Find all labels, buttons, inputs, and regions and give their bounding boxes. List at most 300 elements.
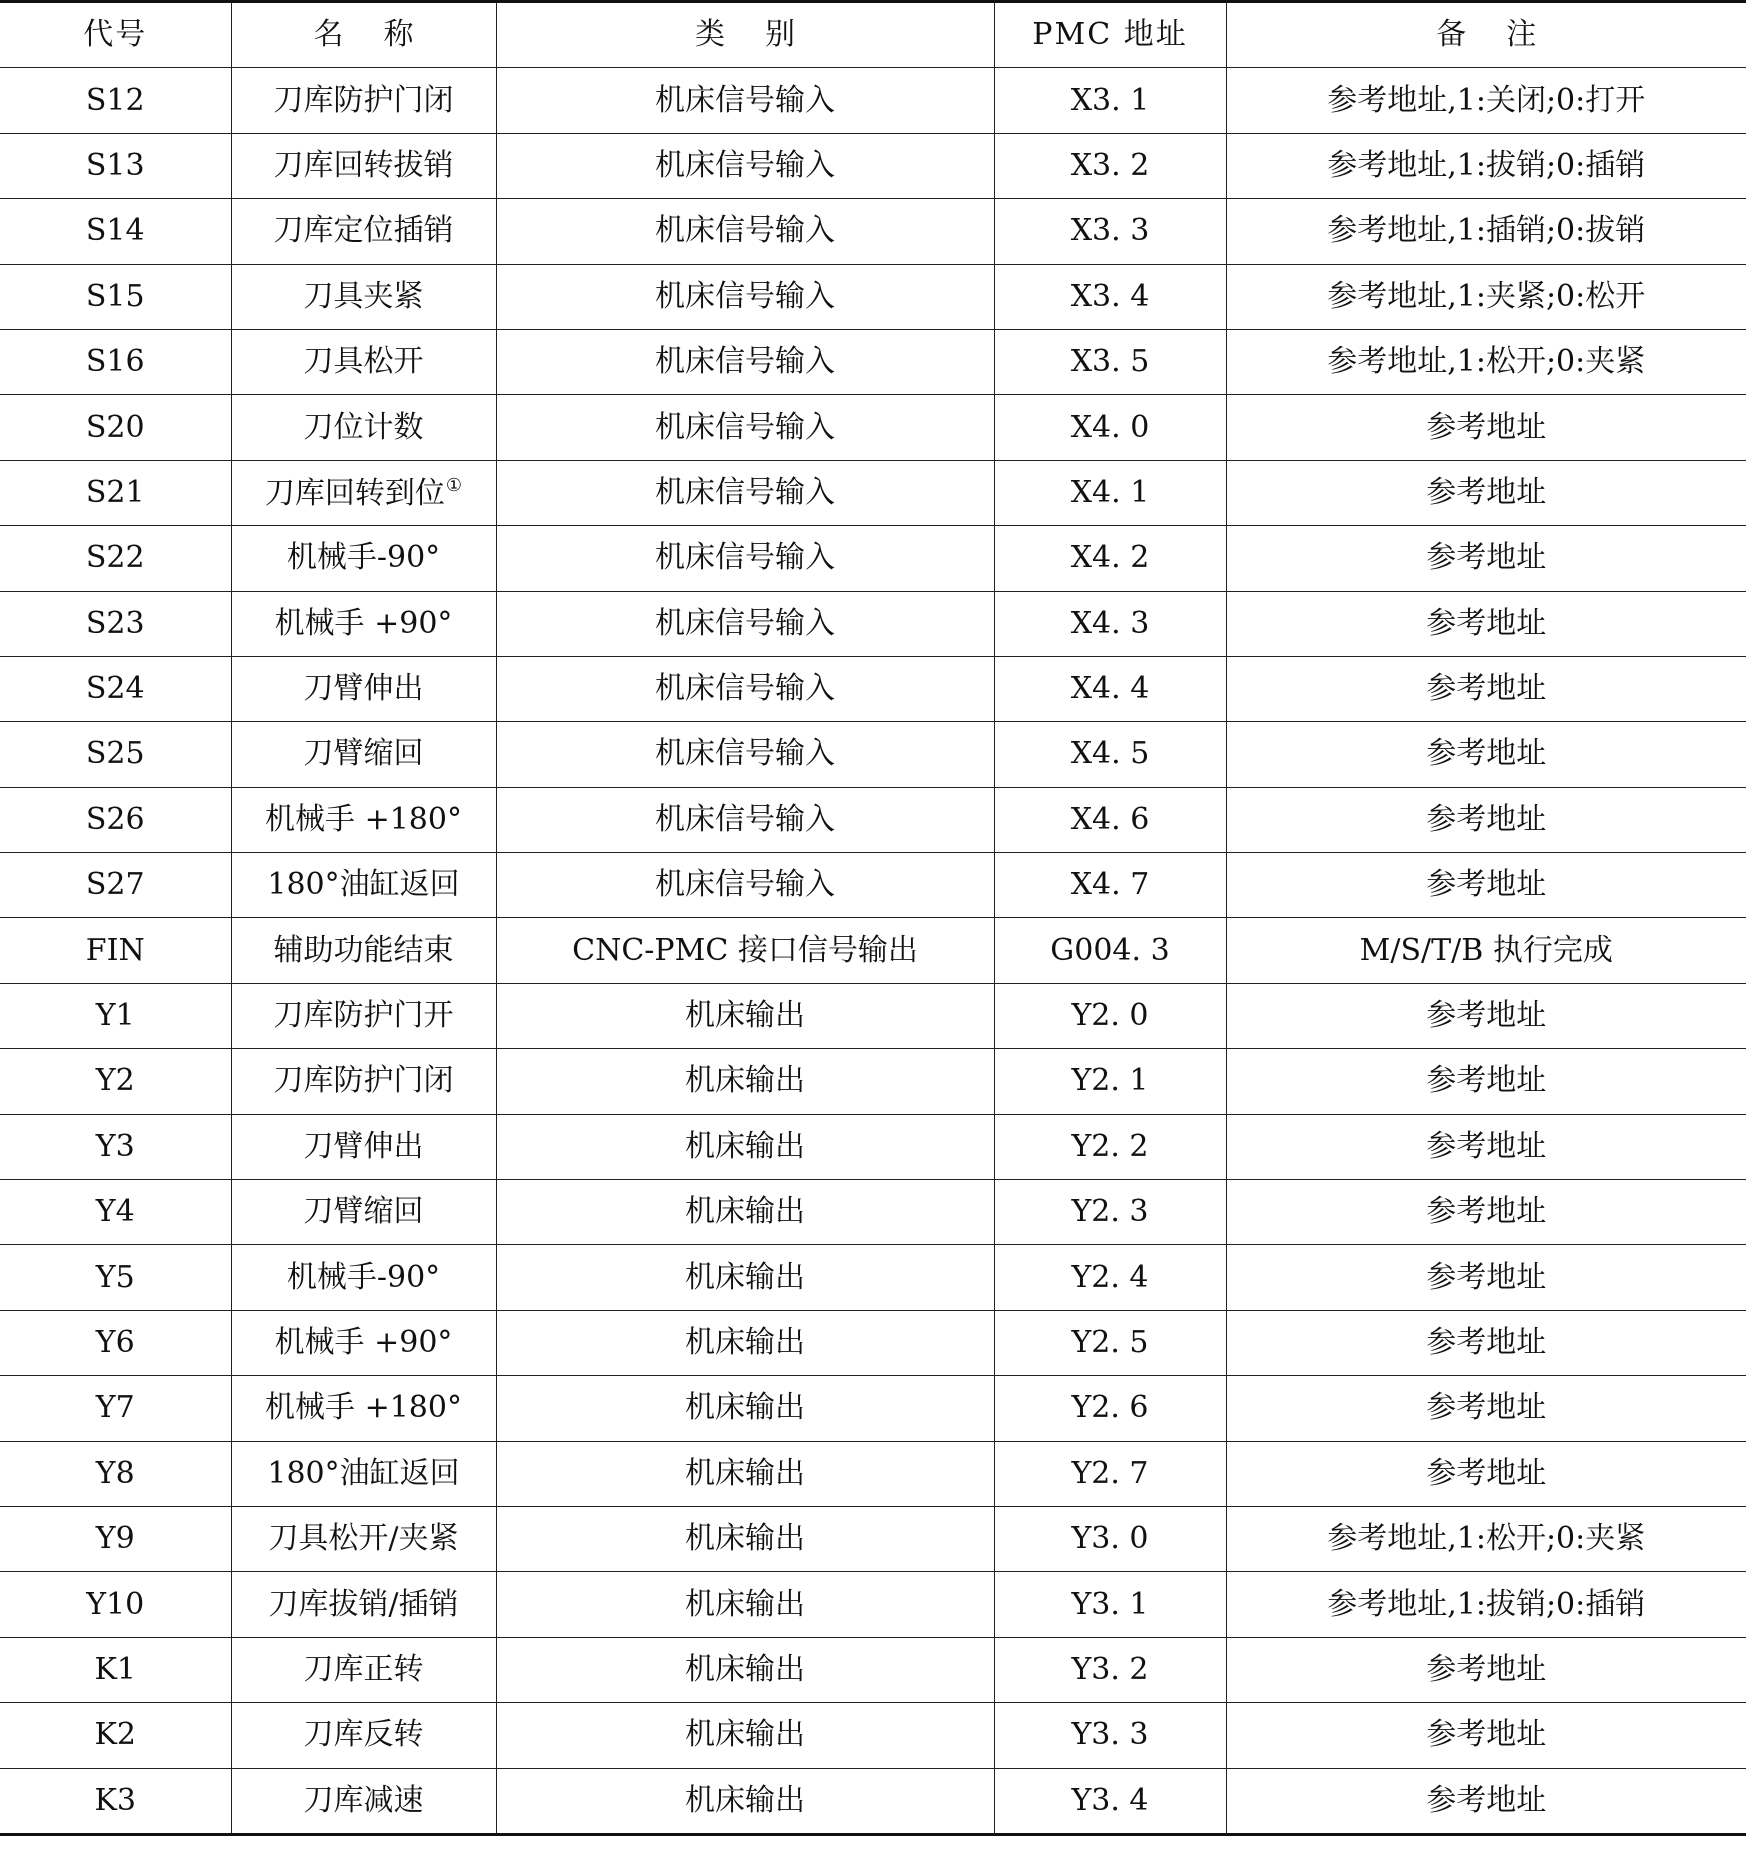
cell-code-text: S15 <box>85 278 145 314</box>
cell-pmc-address <box>994 1376 1226 1441</box>
table-row <box>0 526 1746 591</box>
cell-name-text: 刀库防护门闭 <box>273 1063 454 1099</box>
cell-code-text: S23 <box>85 605 145 641</box>
cell-name <box>231 1245 496 1310</box>
cell-pmc-address-text: Y2. 2 <box>1071 1128 1149 1164</box>
cell-type-text: 机床输出 <box>685 1390 805 1426</box>
cell-pmc-address <box>994 1768 1226 1834</box>
cell-name-text: 刀库防护门开 <box>273 998 454 1034</box>
cell-code <box>0 1376 231 1441</box>
cell-code-text: S27 <box>85 867 145 903</box>
cell-type-text: 机床信号输入 <box>655 801 835 837</box>
table-row <box>0 1180 1746 1245</box>
cell-type-text: 机床输出 <box>685 1455 805 1491</box>
cell-name <box>231 199 496 264</box>
table-row <box>0 722 1746 787</box>
table-row <box>0 68 1746 133</box>
cell-name-text: 辅助功能结束 <box>273 932 454 968</box>
cell-name-text: 180°油缸返回 <box>267 867 460 903</box>
table-body <box>0 68 1746 1835</box>
cell-code <box>0 787 231 852</box>
cell-name <box>231 787 496 852</box>
cell-type <box>496 1114 994 1179</box>
cell-type-text: 机床输出 <box>685 1259 805 1295</box>
cell-code-text: Y9 <box>95 1521 135 1557</box>
cell-note <box>1226 1637 1746 1702</box>
cell-type-text: 机床信号输入 <box>655 540 835 576</box>
cell-code <box>0 853 231 918</box>
cell-note <box>1226 722 1746 787</box>
cell-pmc-address <box>994 199 1226 264</box>
cell-type <box>496 918 994 983</box>
cell-pmc-address-text: X4. 4 <box>1070 671 1150 707</box>
cell-type <box>496 395 994 460</box>
cell-name <box>231 656 496 721</box>
cell-code-text: S25 <box>85 736 145 772</box>
cell-name-text: 刀臂伸出 <box>303 671 424 707</box>
cell-note-text: 参考地址,1:插销;0:拔销 <box>1327 213 1646 249</box>
cell-name <box>231 1310 496 1375</box>
cell-pmc-address <box>994 787 1226 852</box>
cell-pmc-address <box>994 1572 1226 1637</box>
cell-pmc-address-text: Y3. 2 <box>1071 1651 1149 1687</box>
cell-type <box>496 1703 994 1768</box>
cell-note-text: 参考地址,1:拔销;0:插销 <box>1327 147 1646 183</box>
cell-type <box>496 1376 994 1441</box>
cell-pmc-address <box>994 1049 1226 1114</box>
cell-name <box>231 918 496 983</box>
cell-code-text: FIN <box>85 932 145 968</box>
table-row <box>0 1376 1746 1441</box>
cell-name-text: 刀库回转拔销 <box>273 147 454 183</box>
cell-name-text: 机械手 +90° <box>274 605 453 641</box>
cell-type <box>496 1637 994 1702</box>
cell-code-text: Y2 <box>95 1063 135 1099</box>
cell-pmc-address <box>994 329 1226 394</box>
table-row <box>0 983 1746 1048</box>
cell-pmc-address <box>994 1180 1226 1245</box>
cell-pmc-address-text: X3. 5 <box>1070 344 1150 380</box>
cell-type <box>496 68 994 133</box>
table-row <box>0 1310 1746 1375</box>
cell-note-text: 参考地址 <box>1426 1194 1547 1230</box>
cell-name-text: 刀库回转到位 <box>264 475 445 511</box>
cell-name <box>231 1637 496 1702</box>
table-row <box>0 853 1746 918</box>
cell-note <box>1226 1180 1746 1245</box>
cell-type <box>496 787 994 852</box>
cell-type-text: 机床输出 <box>685 1782 805 1818</box>
cell-pmc-address <box>994 983 1226 1048</box>
cell-name-text: 机械手 +90° <box>274 1325 453 1360</box>
header-row <box>0 2 1746 68</box>
cell-pmc-address-text: X3. 3 <box>1070 213 1150 249</box>
cell-type-text: 机床输出 <box>685 1586 805 1622</box>
cell-type-text: 机床输出 <box>685 1651 805 1687</box>
cell-note-text: 参考地址 <box>1426 736 1547 772</box>
cell-pmc-address-text: X4. 2 <box>1070 540 1150 576</box>
cell-pmc-address-text: Y2. 0 <box>1071 998 1149 1034</box>
cell-note <box>1226 656 1746 721</box>
cell-code-text: S16 <box>85 344 145 380</box>
cell-pmc-address-text: G004. 3 <box>1050 932 1170 968</box>
cell-pmc-address-text: Y2. 3 <box>1071 1194 1149 1230</box>
cell-note-text: 参考地址 <box>1426 409 1547 445</box>
cell-pmc-address <box>994 853 1226 918</box>
header-type: 类别 <box>496 2 994 68</box>
cell-note-text: 参考地址 <box>1426 1259 1547 1295</box>
cell-note-text: 参考地址,1:松开;0:夹紧 <box>1327 344 1646 380</box>
cell-type <box>496 1441 994 1506</box>
cell-code-text: Y3 <box>95 1128 135 1164</box>
cell-name <box>231 853 496 918</box>
cell-note-text: 参考地址 <box>1426 671 1547 707</box>
cell-name-text: 刀库定位插销 <box>273 213 454 249</box>
cell-pmc-address <box>994 264 1226 329</box>
cell-type-text: 机床信号输入 <box>655 605 835 641</box>
cell-note-text: 参考地址 <box>1426 1717 1547 1753</box>
cell-type-text: 机床输出 <box>685 1194 805 1230</box>
cell-type-text: 机床输出 <box>685 1521 805 1557</box>
cell-name-text: 刀库反转 <box>303 1717 424 1753</box>
cell-type <box>496 1310 994 1375</box>
cell-note <box>1226 787 1746 852</box>
cell-note <box>1226 1310 1746 1375</box>
cell-name <box>231 983 496 1048</box>
cell-code-text: S24 <box>85 671 145 707</box>
cell-code-text: Y8 <box>95 1455 135 1491</box>
cell-note-text: 参考地址 <box>1426 1325 1547 1360</box>
cell-code <box>0 1310 231 1375</box>
cell-pmc-address-text: X4. 0 <box>1070 409 1150 445</box>
cell-type <box>496 1049 994 1114</box>
cell-pmc-address-text: X3. 4 <box>1070 278 1150 314</box>
cell-name-text: 机械手 +180° <box>265 801 462 837</box>
cell-note <box>1226 853 1746 918</box>
cell-note <box>1226 918 1746 983</box>
cell-name-text: 刀臂缩回 <box>303 736 424 772</box>
cell-name-text: 刀库拔销/插销 <box>268 1586 459 1622</box>
cell-type-text: 机床信号输入 <box>655 344 835 380</box>
cell-type <box>496 1768 994 1834</box>
cell-code <box>0 460 231 525</box>
cell-note <box>1226 1572 1746 1637</box>
cell-pmc-address <box>994 460 1226 525</box>
table-row <box>0 1637 1746 1702</box>
cell-pmc-address-text: X3. 2 <box>1070 147 1150 183</box>
cell-type <box>496 656 994 721</box>
cell-note-text: 参考地址 <box>1426 1128 1547 1164</box>
cell-note <box>1226 1703 1746 1768</box>
cell-name-text: 刀库防护门闭 <box>273 82 454 118</box>
cell-pmc-address-text: Y2. 5 <box>1071 1325 1149 1360</box>
table-row <box>0 591 1746 656</box>
cell-code <box>0 1637 231 1702</box>
cell-name <box>231 1376 496 1441</box>
cell-code-text: S22 <box>85 540 145 576</box>
table-row <box>0 918 1746 983</box>
cell-code <box>0 395 231 460</box>
cell-note <box>1226 1245 1746 1310</box>
cell-pmc-address-text: Y3. 4 <box>1071 1782 1149 1818</box>
cell-name <box>231 264 496 329</box>
cell-note-text: 参考地址,1:松开;0:夹紧 <box>1327 1521 1646 1557</box>
cell-code <box>0 1768 231 1834</box>
cell-code-text: S14 <box>85 213 145 249</box>
cell-type-text: CNC-PMC 接口信号输出 <box>572 932 918 968</box>
cell-code <box>0 1506 231 1571</box>
cell-note <box>1226 395 1746 460</box>
cell-code-text: S26 <box>85 801 145 837</box>
cell-type <box>496 264 994 329</box>
cell-type-text: 机床信号输入 <box>655 671 835 707</box>
cell-pmc-address-text: Y3. 0 <box>1071 1521 1149 1557</box>
cell-note <box>1226 68 1746 133</box>
cell-note-text: 参考地址 <box>1426 801 1547 837</box>
cell-note <box>1226 460 1746 525</box>
cell-note-text: 参考地址 <box>1426 1651 1547 1687</box>
cell-type <box>496 591 994 656</box>
cell-code-text: Y5 <box>95 1259 135 1295</box>
cell-name-text: 刀库减速 <box>303 1782 424 1818</box>
cell-note <box>1226 1506 1746 1571</box>
cell-type <box>496 1245 994 1310</box>
cell-type <box>496 526 994 591</box>
cell-code <box>0 1049 231 1114</box>
cell-note <box>1226 1768 1746 1834</box>
cell-note <box>1226 526 1746 591</box>
cell-pmc-address <box>994 1506 1226 1571</box>
cell-pmc-address-text: Y3. 3 <box>1071 1717 1149 1753</box>
cell-type <box>496 133 994 198</box>
cell-note-text: 参考地址 <box>1426 1390 1547 1426</box>
cell-name-text: 刀臂缩回 <box>303 1194 424 1230</box>
cell-note-text: 参考地址 <box>1426 474 1547 510</box>
cell-type <box>496 199 994 264</box>
cell-type <box>496 983 994 1048</box>
cell-pmc-address <box>994 526 1226 591</box>
header-pmc-address: PMC 地址 <box>994 2 1226 68</box>
table-row <box>0 1768 1746 1834</box>
cell-code-text: K2 <box>94 1717 136 1753</box>
cell-name <box>231 1180 496 1245</box>
cell-name-text: 刀位计数 <box>303 409 424 445</box>
cell-pmc-address <box>994 918 1226 983</box>
table-row <box>0 1703 1746 1768</box>
cell-name-text: 刀具松开/夹紧 <box>268 1521 459 1557</box>
table-row <box>0 460 1746 525</box>
cell-note <box>1226 199 1746 264</box>
table-row <box>0 656 1746 721</box>
cell-name-text: 机械手-90° <box>286 1259 441 1295</box>
table-row <box>0 1506 1746 1571</box>
cell-note-text: M/S/T/B 执行完成 <box>1359 932 1613 968</box>
cell-code <box>0 526 231 591</box>
table-row <box>0 1441 1746 1506</box>
cell-note <box>1226 1441 1746 1506</box>
cell-name <box>231 133 496 198</box>
cell-code <box>0 1180 231 1245</box>
cell-pmc-address <box>994 1637 1226 1702</box>
cell-code <box>0 983 231 1048</box>
table-row <box>0 1572 1746 1637</box>
table-row <box>0 1049 1746 1114</box>
cell-type-text: 机床信号输入 <box>655 736 835 772</box>
cell-type <box>496 460 994 525</box>
cell-type-text: 机床信号输入 <box>655 867 835 903</box>
cell-code-text: S12 <box>85 82 145 118</box>
table-row <box>0 1245 1746 1310</box>
cell-note <box>1226 1049 1746 1114</box>
cell-note <box>1226 264 1746 329</box>
cell-pmc-address-text: X4. 6 <box>1070 801 1150 837</box>
cell-note <box>1226 591 1746 656</box>
cell-type-text: 机床信号输入 <box>655 147 835 183</box>
cell-name <box>231 1768 496 1834</box>
header-code: 代号 <box>0 2 231 68</box>
cell-note <box>1226 983 1746 1048</box>
table-row <box>0 133 1746 198</box>
table-row <box>0 329 1746 394</box>
cell-code-text: S13 <box>85 147 145 183</box>
cell-name <box>231 460 496 525</box>
cell-name <box>231 1114 496 1179</box>
cell-type <box>496 853 994 918</box>
cell-note-text: 参考地址 <box>1426 867 1547 903</box>
cell-pmc-address-text: Y2. 6 <box>1071 1390 1149 1426</box>
cell-name <box>231 1441 496 1506</box>
cell-note-text: 参考地址,1:拔销;0:插销 <box>1327 1586 1646 1622</box>
cell-type-text: 机床信号输入 <box>655 278 835 314</box>
cell-note <box>1226 1114 1746 1179</box>
cell-name <box>231 1049 496 1114</box>
cell-code-text: Y1 <box>95 998 135 1034</box>
cell-note <box>1226 329 1746 394</box>
cell-pmc-address-text: X4. 1 <box>1070 474 1150 510</box>
cell-code <box>0 329 231 394</box>
cell-note-text: 参考地址 <box>1426 540 1547 576</box>
cell-pmc-address-text: Y2. 4 <box>1071 1259 1149 1295</box>
cell-pmc-address <box>994 656 1226 721</box>
cell-code <box>0 199 231 264</box>
table-row <box>0 264 1746 329</box>
table-row <box>0 787 1746 852</box>
cell-name <box>231 722 496 787</box>
cell-note-text: 参考地址 <box>1426 1063 1547 1099</box>
cell-pmc-address-text: X4. 5 <box>1070 736 1150 772</box>
cell-type-text: 机床输出 <box>685 998 805 1034</box>
cell-name-text: 机械手 +180° <box>265 1390 462 1426</box>
footnote-mark: ① <box>445 474 463 496</box>
cell-note-text: 参考地址,1:关闭;0:打开 <box>1327 82 1646 118</box>
cell-pmc-address-text: Y3. 1 <box>1071 1586 1149 1622</box>
cell-pmc-address-text: X4. 7 <box>1070 867 1150 903</box>
cell-type-text: 机床信号输入 <box>655 474 835 510</box>
cell-code <box>0 722 231 787</box>
cell-note-text: 参考地址 <box>1426 1782 1547 1818</box>
cell-type <box>496 722 994 787</box>
cell-pmc-address <box>994 1441 1226 1506</box>
cell-type-text: 机床信号输入 <box>655 213 835 249</box>
cell-code <box>0 1245 231 1310</box>
cell-pmc-address <box>994 68 1226 133</box>
cell-name-text: 刀具松开 <box>303 344 424 380</box>
cell-note <box>1226 133 1746 198</box>
cell-type-text: 机床输出 <box>685 1128 805 1164</box>
cell-note-text: 参考地址 <box>1426 998 1547 1034</box>
cell-note <box>1226 1376 1746 1441</box>
cell-note-text: 参考地址 <box>1426 1455 1547 1491</box>
cell-name-text: 刀臂伸出 <box>303 1128 424 1164</box>
cell-code-text: Y7 <box>95 1390 135 1426</box>
cell-type-text: 机床输出 <box>685 1717 805 1753</box>
cell-pmc-address <box>994 133 1226 198</box>
cell-note-text: 参考地址,1:夹紧;0:松开 <box>1327 278 1646 314</box>
cell-code <box>0 264 231 329</box>
cell-code-text: K3 <box>94 1782 136 1818</box>
cell-type <box>496 329 994 394</box>
table-row <box>0 1114 1746 1179</box>
cell-code-text: Y6 <box>95 1325 135 1360</box>
header-name: 名称 <box>231 2 496 68</box>
cell-code-text: K1 <box>94 1651 136 1687</box>
table-row <box>0 395 1746 460</box>
cell-code-text: S21 <box>85 474 145 510</box>
cell-code <box>0 1114 231 1179</box>
cell-pmc-address <box>994 1310 1226 1375</box>
cell-code-text: Y10 <box>86 1586 145 1622</box>
cell-code <box>0 1441 231 1506</box>
cell-pmc-address <box>994 591 1226 656</box>
cell-pmc-address <box>994 722 1226 787</box>
cell-code <box>0 68 231 133</box>
cell-pmc-address <box>994 1114 1226 1179</box>
cell-pmc-address-text: X3. 1 <box>1070 82 1150 118</box>
cell-type-text: 机床输出 <box>685 1325 805 1360</box>
cell-pmc-address-text: Y2. 1 <box>1071 1063 1149 1099</box>
cell-code <box>0 591 231 656</box>
cell-pmc-address-text: Y2. 7 <box>1071 1455 1149 1491</box>
cell-type-text: 机床信号输入 <box>655 409 835 445</box>
cell-code <box>0 918 231 983</box>
cell-code <box>0 656 231 721</box>
cell-type-text: 机床信号输入 <box>655 82 835 118</box>
cell-note-text: 参考地址 <box>1426 605 1547 641</box>
cell-pmc-address <box>994 1703 1226 1768</box>
cell-name <box>231 526 496 591</box>
cell-name <box>231 591 496 656</box>
cell-name <box>231 1506 496 1571</box>
cell-name <box>231 68 496 133</box>
cell-name-text: 刀库正转 <box>303 1651 424 1687</box>
cell-name-text: 180°油缸返回 <box>267 1455 460 1491</box>
cell-pmc-address <box>994 395 1226 460</box>
cell-code <box>0 1703 231 1768</box>
cell-code-text: Y4 <box>95 1194 135 1230</box>
cell-type <box>496 1506 994 1571</box>
cell-name <box>231 1703 496 1768</box>
cell-code-text: S20 <box>85 409 145 445</box>
header-note: 备注 <box>1226 2 1746 68</box>
cell-name-text: 机械手-90° <box>286 540 441 576</box>
cell-pmc-address-text: X4. 3 <box>1070 605 1150 641</box>
cell-name <box>231 329 496 394</box>
cell-code <box>0 133 231 198</box>
cell-type <box>496 1572 994 1637</box>
cell-code <box>0 1572 231 1637</box>
cell-pmc-address <box>994 1245 1226 1310</box>
cell-type-text: 机床输出 <box>685 1063 805 1099</box>
